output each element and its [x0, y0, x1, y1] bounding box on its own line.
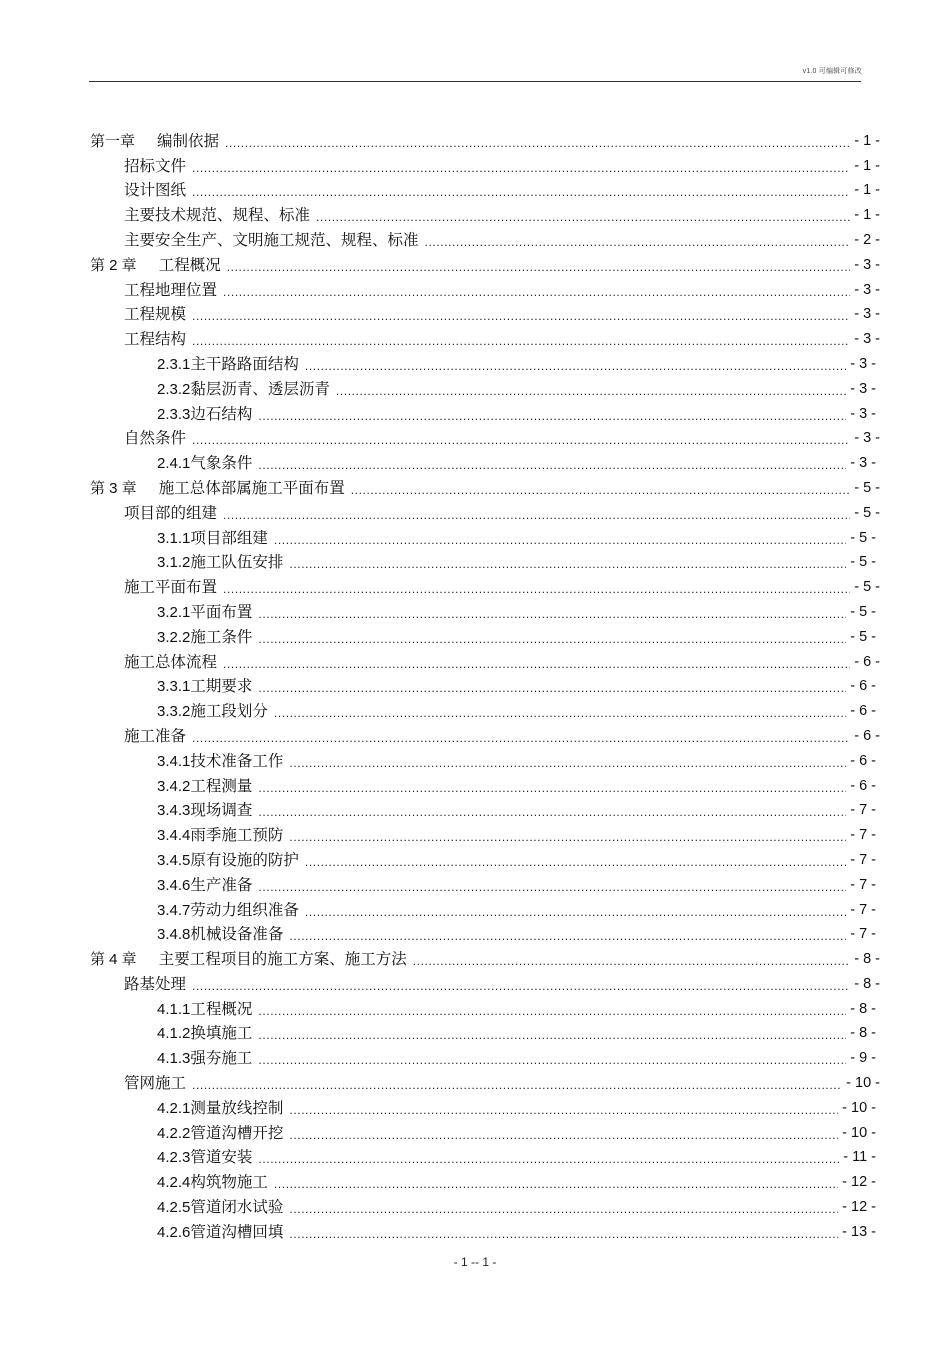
toc-dot-leader — [192, 309, 850, 323]
toc-entry[interactable] — [0, 249, 950, 274]
toc-entry-title: 技术准备工作 — [190, 751, 284, 770]
toc-dot-leader — [274, 533, 846, 547]
toc-entry-page: - 7 - — [850, 876, 876, 893]
toc-entry[interactable] — [0, 348, 950, 373]
toc-entry-page: - 1 - — [854, 182, 880, 199]
toc-dot-leader — [336, 384, 846, 398]
toc-entry-number: 3.4.6 — [157, 876, 191, 894]
toc-entry-number: 第 4 章 — [90, 951, 137, 969]
toc-entry[interactable] — [0, 472, 950, 497]
toc-entry-page: - 8 - — [850, 1000, 876, 1017]
toc-entry[interactable] — [0, 150, 950, 175]
toc-entry-number: 4.1.3 — [157, 1050, 191, 1068]
toc-entry-title: 施工总体流程 — [124, 652, 218, 671]
toc-entry-page: - 8 - — [850, 1025, 876, 1042]
toc-entry[interactable] — [0, 844, 950, 869]
toc-entry-title: 黏层沥青、透层沥青 — [190, 379, 330, 398]
toc-dot-leader — [258, 681, 846, 695]
toc-entry-number: 3.4.4 — [157, 827, 191, 845]
toc-entry-page: - 6 - — [850, 678, 876, 695]
toc-entry-number: 3.4.5 — [157, 851, 191, 869]
toc-entry[interactable] — [0, 224, 950, 249]
toc-entry-title: 工程结构 — [124, 330, 187, 349]
toc-entry-page: - 5 - — [850, 554, 876, 571]
toc-dot-leader — [223, 657, 850, 671]
toc-entry[interactable] — [0, 497, 950, 522]
toc-entry-title: 工程概况 — [158, 255, 221, 274]
toc-entry-page: - 2 - — [854, 231, 880, 248]
toc-dot-leader — [227, 260, 851, 274]
toc-dot-leader — [258, 781, 846, 795]
toc-dot-leader — [289, 1128, 838, 1142]
toc-entry-title: 生产准备 — [190, 875, 253, 894]
toc-entry[interactable] — [0, 646, 950, 671]
toc-entry-number: 2.3.3 — [157, 405, 191, 423]
toc-entry-number: 3.4.2 — [157, 777, 191, 795]
toc-dot-leader — [192, 334, 850, 348]
toc-entry-title: 施工总体部属施工平面布置 — [158, 478, 345, 497]
toc-entry-page: - 5 - — [854, 479, 880, 496]
toc-entry[interactable] — [0, 1216, 950, 1241]
toc-entry-title: 管道闭水试验 — [190, 1198, 284, 1217]
toc-entry-title: 工程规模 — [124, 305, 187, 324]
toc-entry-title: 设计图纸 — [124, 181, 187, 200]
toc-entry[interactable] — [0, 695, 950, 720]
toc-dot-leader — [413, 954, 851, 968]
toc-entry-title: 强夯施工 — [190, 1049, 253, 1068]
toc-entry-number: 第 3 章 — [90, 479, 137, 497]
toc-entry-number: 3.1.2 — [157, 554, 191, 572]
toc-entry-page: - 3 - — [854, 306, 880, 323]
toc-entry-title: 工程概况 — [190, 999, 253, 1018]
toc-entry-page: - 5 - — [850, 529, 876, 546]
toc-entry-title: 主要安全生产、文明施工规范、规程、标准 — [124, 230, 419, 249]
toc-entry-title: 编制依据 — [157, 131, 220, 150]
toc-entry-page: - 6 - — [854, 727, 880, 744]
toc-dot-leader — [258, 458, 846, 472]
toc-entry-page: - 6 - — [854, 653, 880, 670]
toc-entry[interactable] — [0, 373, 950, 398]
toc-entry-title: 工期要求 — [190, 677, 253, 696]
toc-entry-page: - 12 - — [842, 1174, 876, 1191]
toc-entry-page: - 10 - — [846, 1075, 880, 1092]
toc-dot-leader — [289, 929, 846, 943]
toc-entry-title: 工程地理位置 — [124, 280, 218, 299]
toc-entry[interactable] — [0, 125, 950, 150]
toc-entry-number: 3.2.2 — [157, 628, 191, 646]
toc-entry-title: 项目部的组建 — [124, 503, 218, 522]
toc-entry-page: - 8 - — [854, 975, 880, 992]
toc-entry-page: - 11 - — [843, 1149, 876, 1166]
toc-entry-title: 管道安装 — [190, 1148, 253, 1167]
toc-entry[interactable] — [0, 993, 950, 1018]
toc-entry-number: 4.2.2 — [157, 1124, 191, 1142]
toc-entry-number: 第一章 — [90, 132, 136, 150]
toc-dot-leader — [289, 756, 846, 770]
toc-entry[interactable] — [0, 894, 950, 919]
toc-dot-leader — [258, 1053, 846, 1067]
toc-entry-page: - 7 - — [850, 802, 876, 819]
toc-entry-page: - 3 - — [850, 455, 876, 472]
toc-dot-leader — [274, 1177, 838, 1191]
toc-entry[interactable] — [0, 795, 950, 820]
toc-entry-page: - 10 - — [842, 1099, 876, 1116]
toc-entry-number: 2.4.1 — [157, 455, 191, 473]
toc-entry-title: 平面布置 — [190, 602, 253, 621]
toc-entry[interactable] — [0, 423, 950, 448]
toc-dot-leader — [223, 582, 850, 596]
toc-dot-leader — [258, 805, 846, 819]
toc-dot-leader — [289, 830, 846, 844]
toc-entry-title: 现场调查 — [190, 801, 253, 820]
toc-entry-page: - 3 - — [854, 256, 880, 273]
toc-entry-title: 原有设施的防护 — [190, 850, 299, 869]
toc-dot-leader — [425, 235, 851, 249]
toc-entry-number: 3.1.1 — [157, 529, 191, 547]
toc-entry-page: - 1 - — [854, 132, 880, 149]
toc-entry-title: 路基处理 — [124, 974, 187, 993]
toc-entry-title: 施工段划分 — [190, 702, 268, 721]
toc-entry-number: 4.2.1 — [157, 1099, 191, 1117]
toc-dot-leader — [223, 285, 850, 299]
toc-entry-page: - 5 - — [850, 603, 876, 620]
toc-entry[interactable] — [0, 1142, 950, 1167]
toc-entry-page: - 8 - — [854, 951, 880, 968]
toc-entry-number: 3.3.1 — [157, 678, 191, 696]
toc-entry[interactable] — [0, 547, 950, 572]
toc-entry-number: 3.3.2 — [157, 703, 191, 721]
toc-entry-number: 3.2.1 — [157, 603, 191, 621]
footer-page-number: - 1 -- 1 - — [453, 1255, 497, 1269]
toc-entry-number: 3.4.1 — [157, 752, 191, 770]
toc-entry-page: - 10 - — [842, 1124, 876, 1141]
toc-dot-leader — [258, 607, 846, 621]
toc-dot-leader — [225, 136, 850, 150]
toc-entry[interactable] — [0, 745, 950, 770]
toc-entry-number: 第 2 章 — [90, 256, 137, 274]
toc-entry[interactable] — [0, 398, 950, 423]
toc-entry-page: - 3 - — [854, 331, 880, 348]
toc-entry-number: 4.1.1 — [157, 1000, 191, 1018]
toc-dot-leader — [289, 1103, 838, 1117]
toc-entry-page: - 1 - — [854, 207, 880, 224]
toc-entry-title: 施工条件 — [190, 627, 253, 646]
toc-entry[interactable] — [0, 1067, 950, 1092]
toc-entry-title: 劳动力组织准备 — [190, 900, 299, 919]
toc-entry[interactable] — [0, 770, 950, 795]
toc-entry-title: 主干路路面结构 — [190, 354, 299, 373]
toc-entry-page: - 7 - — [850, 827, 876, 844]
toc-entry-page: - 3 - — [850, 355, 876, 372]
toc-entry-title: 气象条件 — [190, 454, 253, 473]
toc-dot-leader — [192, 185, 850, 199]
toc-entry-page: - 6 - — [850, 752, 876, 769]
toc-dot-leader — [192, 433, 850, 447]
toc-entry-title: 主要工程项目的施工方案、施工方法 — [158, 950, 407, 969]
toc-entry[interactable] — [0, 968, 950, 993]
toc-dot-leader — [274, 706, 846, 720]
toc-entry[interactable] — [0, 596, 950, 621]
toc-entry-title: 施工准备 — [124, 726, 187, 745]
toc-entry-title: 项目部组建 — [190, 528, 268, 547]
toc-entry-page: - 3 - — [850, 380, 876, 397]
toc-entry[interactable] — [0, 199, 950, 224]
toc-dot-leader — [305, 359, 846, 373]
toc-dot-leader — [258, 632, 846, 646]
toc-entry[interactable] — [0, 869, 950, 894]
toc-dot-leader — [305, 855, 846, 869]
toc-entry[interactable] — [0, 671, 950, 696]
toc-entry-number: 3.4.8 — [157, 926, 191, 944]
toc-entry-page: - 3 - — [854, 281, 880, 298]
toc-dot-leader — [192, 979, 850, 993]
toc-entry-page: - 9 - — [850, 1050, 876, 1067]
toc-entry-title: 管网施工 — [124, 1074, 187, 1093]
toc-dot-leader — [258, 1152, 839, 1166]
toc-entry[interactable] — [0, 1117, 950, 1142]
toc-entry-title: 招标文件 — [124, 156, 187, 175]
toc-entry-title: 工程测量 — [190, 776, 253, 795]
toc-entry[interactable] — [0, 1191, 950, 1216]
toc-entry-page: - 12 - — [842, 1199, 876, 1216]
toc-entry-title: 机械设备准备 — [190, 925, 284, 944]
toc-entry-title: 管道沟槽开挖 — [190, 1123, 284, 1142]
table-of-contents — [0, 125, 950, 1241]
toc-entry-title: 换填施工 — [190, 1024, 253, 1043]
toc-entry-title: 雨季施工预防 — [190, 826, 284, 845]
toc-entry[interactable] — [0, 943, 950, 968]
toc-entry[interactable] — [0, 819, 950, 844]
toc-entry-title: 构筑物施工 — [190, 1173, 268, 1192]
toc-dot-leader — [223, 508, 850, 522]
toc-dot-leader — [258, 1028, 846, 1042]
toc-entry-number: 2.3.1 — [157, 355, 191, 373]
toc-dot-leader — [289, 557, 846, 571]
toc-entry[interactable] — [0, 175, 950, 200]
toc-entry-page: - 3 - — [854, 430, 880, 447]
toc-dot-leader — [305, 905, 846, 919]
toc-dot-leader — [258, 409, 846, 423]
toc-entry-number: 4.2.4 — [157, 1174, 191, 1192]
toc-entry-number: 4.1.2 — [157, 1025, 191, 1043]
toc-entry-title: 自然条件 — [124, 429, 187, 448]
toc-entry[interactable] — [0, 299, 950, 324]
toc-entry[interactable] — [0, 447, 950, 472]
toc-entry-page: - 3 - — [850, 405, 876, 422]
toc-entry-number: 3.4.3 — [157, 802, 191, 820]
toc-dot-leader — [192, 1078, 842, 1092]
toc-entry-page: - 6 - — [850, 777, 876, 794]
toc-entry-title: 施工队伍安排 — [190, 553, 284, 572]
toc-entry-page: - 6 - — [850, 703, 876, 720]
toc-entry-page: - 5 - — [854, 579, 880, 596]
toc-entry-number: 4.2.6 — [157, 1223, 191, 1241]
toc-entry[interactable] — [0, 323, 950, 348]
toc-entry[interactable] — [0, 1042, 950, 1067]
toc-dot-leader — [351, 483, 851, 497]
toc-entry-title: 施工平面布置 — [124, 578, 218, 597]
toc-dot-leader — [258, 880, 846, 894]
toc-entry-number: 4.2.3 — [157, 1149, 191, 1167]
toc-entry[interactable] — [0, 522, 950, 547]
toc-entry-page: - 7 - — [850, 901, 876, 918]
toc-entry-title: 边石结构 — [190, 404, 253, 423]
toc-entry-page: - 7 - — [850, 926, 876, 943]
toc-entry-title: 测量放线控制 — [190, 1098, 284, 1117]
toc-entry[interactable] — [0, 1092, 950, 1117]
toc-dot-leader — [258, 1004, 846, 1018]
toc-entry-page: - 7 - — [850, 851, 876, 868]
toc-entry[interactable] — [0, 1166, 950, 1191]
toc-entry-page: - 5 - — [850, 628, 876, 645]
header-version-note: v1.0 可编辑可修改 — [802, 68, 862, 75]
toc-dot-leader — [289, 1202, 838, 1216]
toc-dot-leader — [316, 210, 850, 224]
toc-entry[interactable] — [0, 720, 950, 745]
toc-entry[interactable] — [0, 274, 950, 299]
toc-entry[interactable] — [0, 919, 950, 944]
toc-entry-number: 4.2.5 — [157, 1199, 191, 1217]
toc-entry[interactable] — [0, 621, 950, 646]
toc-entry[interactable] — [0, 571, 950, 596]
toc-dot-leader — [192, 731, 850, 745]
toc-dot-leader — [289, 1227, 838, 1241]
toc-dot-leader — [192, 161, 850, 175]
toc-entry-page: - 5 - — [854, 504, 880, 521]
toc-entry-title: 管道沟槽回填 — [190, 1222, 284, 1241]
toc-entry-page: - 13 - — [842, 1223, 876, 1240]
toc-entry-page: - 1 - — [854, 157, 880, 174]
toc-entry[interactable] — [0, 1018, 950, 1043]
toc-entry-number: 2.3.2 — [157, 380, 191, 398]
toc-entry-number: 3.4.7 — [157, 901, 191, 919]
header-rule — [89, 81, 861, 82]
toc-entry-title: 主要技术规范、规程、标准 — [124, 206, 311, 225]
